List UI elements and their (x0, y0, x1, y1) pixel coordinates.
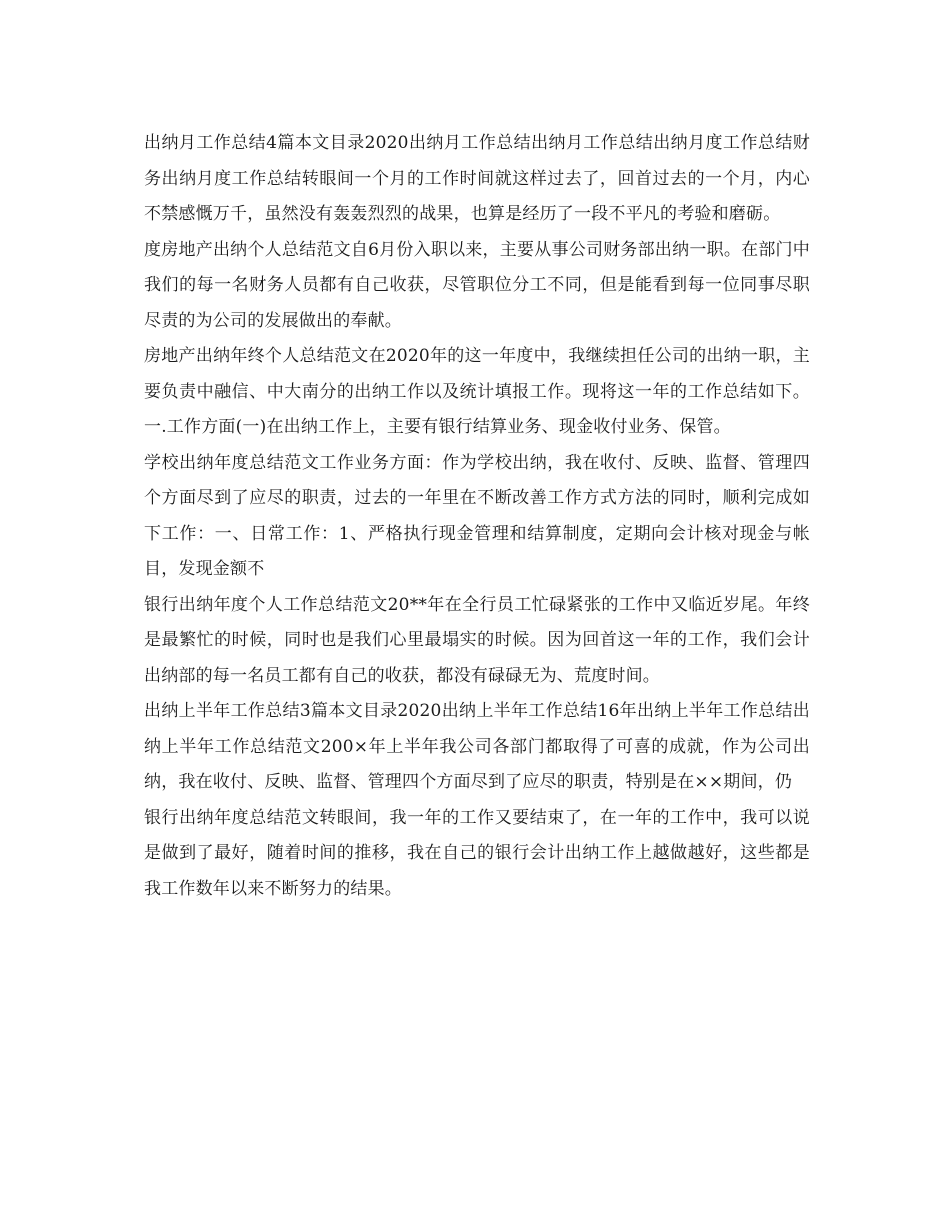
paragraph-4: 学校出纳年度总结范文工作业务方面：作为学校出纳，我在收付、反映、监督、管理四个方面尽到了应尽的职责，过去的一年里在不断改善工作方式方法的同时，顺利完成如下工作：一、日常工作：1、严格执行现金管理和结算制度，定期向会计核对现金与帐目，发现金额不 (144, 452, 810, 579)
paragraph-1: 出纳月工作总结4篇本文目录2020出纳月工作总结出纳月工作总结出纳月度工作总结财务出纳月度工作总结转眼间一个月的工作时间就这样过去了，回首过去的一个月，内心不禁感慨万千，虽然没有轰轰烈烈的战果，也算是经历了一段不平凡的考验和磨砺。 (144, 133, 810, 224)
paragraph-6: 出纳上半年工作总结3篇本文目录2020出纳上半年工作总结16年出纳上半年工作总结出纳上半年工作总结范文200×年上半年我公司各部门都取得了可喜的成就，作为公司出纳，我在收付、反映、监督、管理四个方面尽到了应尽的职责，特别是在××期间，仍 (144, 701, 810, 792)
paragraph-3: 房地产出纳年终个人总结范文在2020年的这一年度中，我继续担任公司的出纳一职，主要负责中融信、中大南分的出纳工作以及统计填报工作。现将这一年的工作总结如下。一.工作方面(一)在出纳工作上，主要有银行结算业务、现金收付业务、保管。 (144, 346, 810, 437)
document-body (144, 126, 810, 907)
paragraph-7: 银行出纳年度总结范文转眼间，我一年的工作又要结束了，在一年的工作中，我可以说是做到了最好，随着时间的推移，我在自己的银行会计出纳工作上越做越好，这些都是我工作数年以来不断努力的结果。 (144, 807, 810, 899)
paragraph-2: 度房地产出纳个人总结范文自6月份入职以来，主要从事公司财务部出纳一职。在部门中我们的每一名财务人员都有自己收获，尽管职位分工不同，但是能看到每一位同事尽职尽责的为公司的发展做出的奉献。 (144, 239, 810, 331)
paragraph-5: 银行出纳年度个人工作总结范文20**年在全行员工忙碌紧张的工作中又临近岁尾。年终是最繁忙的时候，同时也是我们心里最塌实的时候。因为回首这一年的工作，我们会计出纳部的每一名员工都有自己的收获，都没有碌碌无为、荒度时间。 (144, 594, 810, 686)
